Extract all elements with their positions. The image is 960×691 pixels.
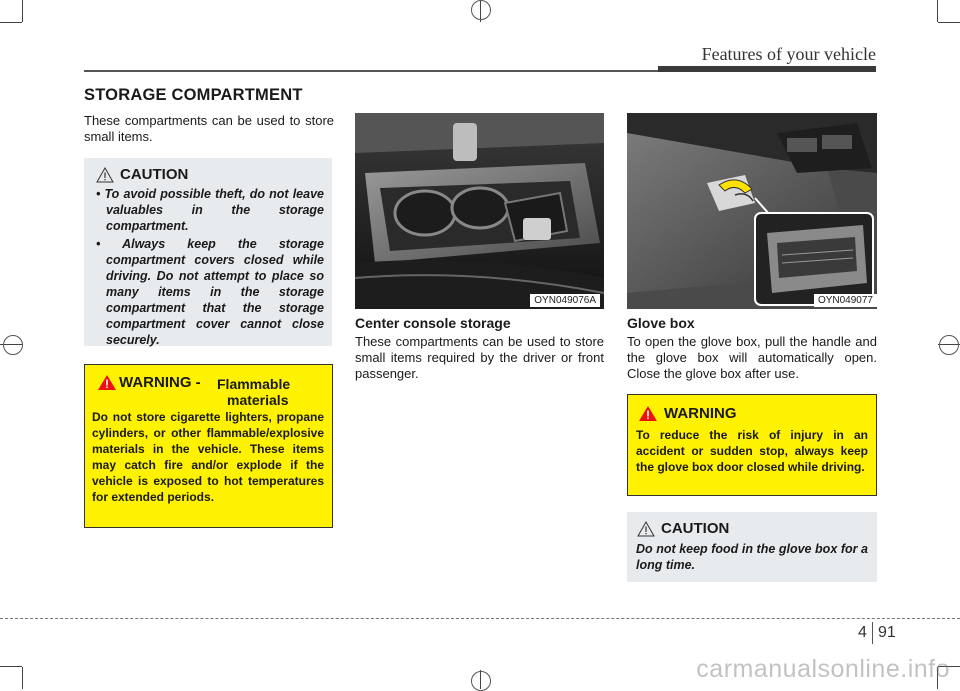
caution-triangle-icon — [96, 167, 114, 183]
warning-box-flammable — [84, 364, 333, 528]
console-title: Center console storage — [355, 315, 511, 331]
running-header: Features of your vehicle — [701, 44, 876, 64]
caution-title: CAUTION — [661, 520, 730, 537]
chapter-number: 4 — [858, 624, 867, 641]
caution-item: • Always keep the storage compartment covers closed while driving. Do not attempt to place so many items in the storage compartment that the storage compartment cover cannot close securely. — [96, 237, 324, 347]
warning-triangle-icon — [97, 374, 117, 391]
caution-triangle-icon — [637, 521, 655, 537]
warning-title: WARNING — [664, 405, 737, 422]
caution-header — [96, 166, 188, 183]
warning-subtitle-line2: materials — [227, 392, 289, 408]
caution-box-food — [627, 512, 877, 582]
warning-text: To reduce the risk of injury in an accident or sudden stop, always keep the glove box door closed while driving. — [636, 428, 868, 474]
warning-header — [638, 405, 737, 422]
page-number-divider — [872, 622, 873, 644]
console-image-code: OYN049076A — [530, 294, 600, 307]
header-rule-accent — [658, 66, 876, 72]
caution-item: • To avoid possible theft, do not leave valuables in the storage compartment. — [96, 187, 324, 233]
warning-subtitle-line1: Flammable — [217, 376, 291, 392]
glovebox-text: To open the glove box, pull the handle and the glove box will automatically open. Close the glove box after use. — [627, 334, 877, 381]
warning-box-glovebox — [627, 394, 877, 496]
caution-title: CAUTION — [120, 166, 189, 183]
warning-triangle-icon — [638, 405, 658, 422]
caution-box-theft — [84, 158, 332, 346]
glovebox-illustration — [627, 113, 877, 309]
footer-rule — [0, 618, 960, 619]
intro-text: These compartments can be used to store small items. — [84, 113, 334, 144]
watermark: carmanualsonline.info — [696, 655, 950, 683]
console-text: These compartments can be used to store small items required by the driver or front passenger. — [355, 334, 604, 381]
glovebox-title: Glove box — [627, 315, 695, 331]
caution-list — [92, 186, 324, 350]
warning-text: Do not store cigarette lighters, propane cylinders, or other flammable/explosive materials in the vehicle. These items may catch fire and/or explode if the vehicle is exposed to hot temperatures for extended periods. — [92, 410, 324, 504]
warning-title: WARNING - — [119, 374, 201, 391]
console-illustration — [355, 113, 604, 309]
caution-text: Do not keep food in the glove box for a long time. — [636, 542, 868, 572]
glovebox-photo — [627, 113, 877, 309]
page-number: 91 — [878, 624, 896, 641]
caution-header — [637, 520, 729, 537]
console-photo — [355, 113, 604, 309]
glovebox-image-code: OYN049077 — [814, 294, 877, 307]
section-title: STORAGE COMPARTMENT — [84, 86, 303, 104]
